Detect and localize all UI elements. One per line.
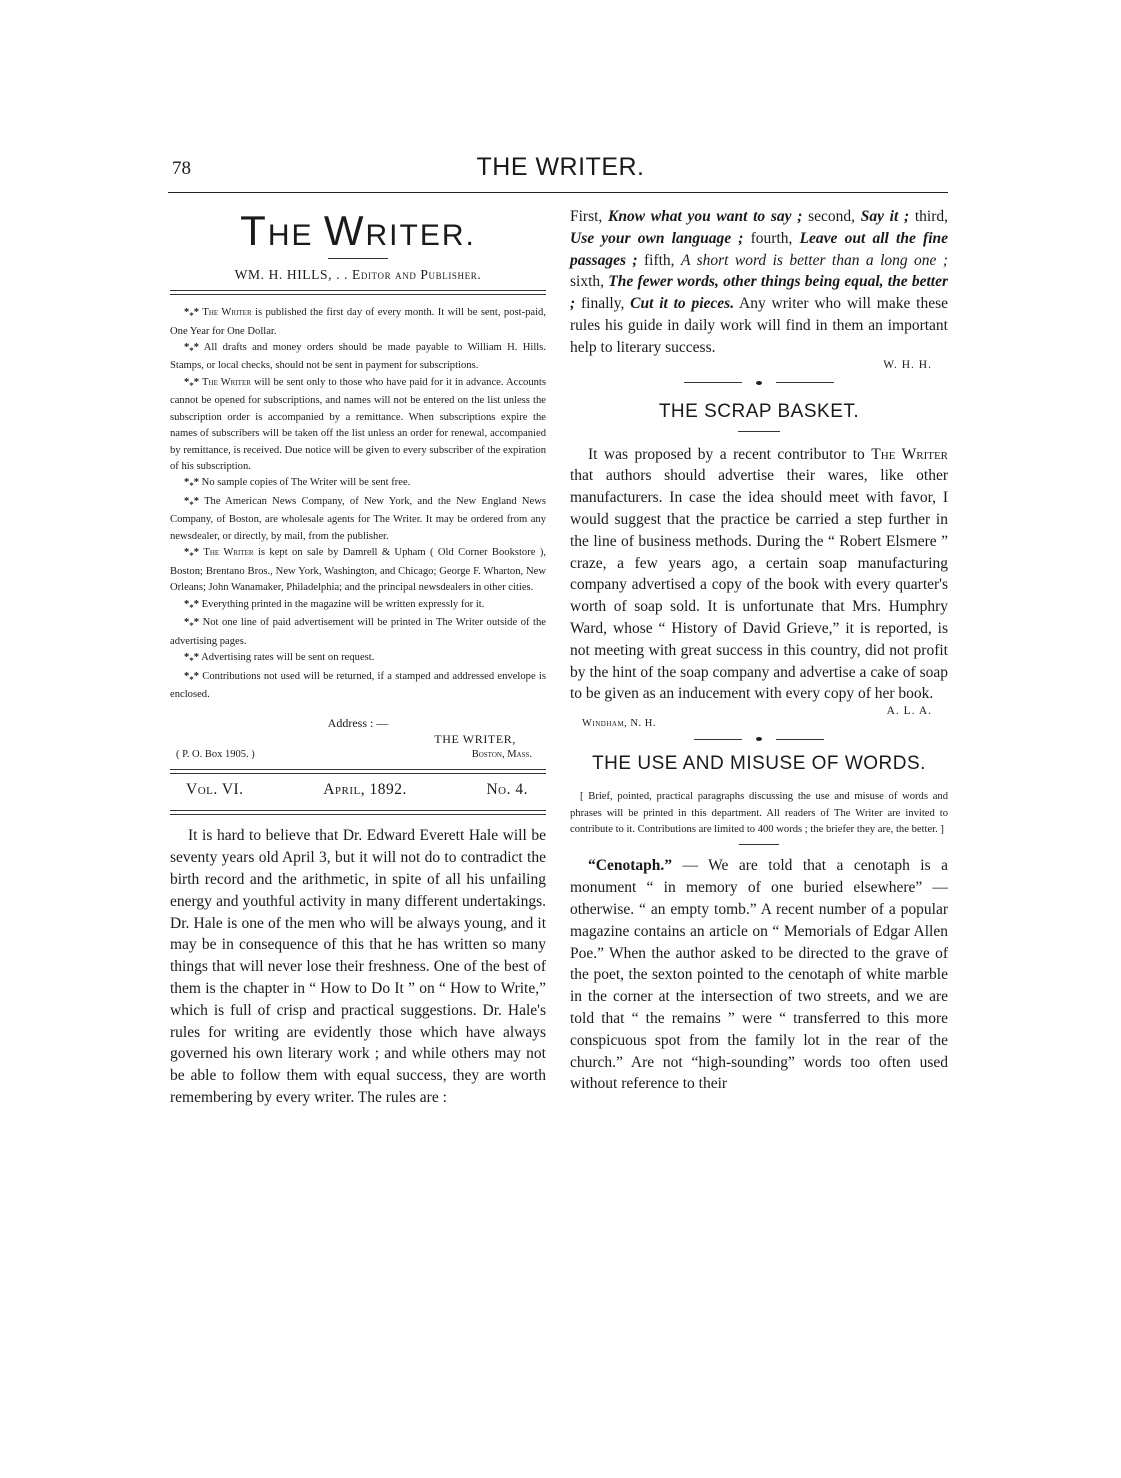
note-rule [739,844,779,845]
publication-notices [170,305,546,703]
issue-date: April, 1892. [323,781,407,799]
use-misuse-heading: THE USE AND MISUSE OF WORDS. [592,753,926,775]
masthead-title: THE WRITER. [240,207,476,254]
scrap-initials: A. L. A. [886,705,932,718]
masthead-rule [328,258,388,259]
left-column [170,196,546,1109]
separator-ornament-icon [756,381,762,385]
cenotaph-entry [570,855,948,1095]
notice: $*_**$ Advertising rates will be sent on request. [184,652,375,666]
issue-number: No. 4. [486,781,528,799]
notice: $*_**$ The American News Company, of New York, and the New England News Company, of Boston, are wholesale agents for The Writer. It may be ordered from any newsdealer, or directly, by mail, from the publisher. [170,495,546,542]
issue-rule-bottom [170,810,546,815]
essay-signature-row [570,359,948,371]
running-head: THE WRITER. [476,153,645,181]
address-box: ( P. O. Box 1905. ) [176,749,255,761]
scrap-basket-heading: THE SCRAP BASKET. [658,400,860,422]
address-name: THE WRITER, [434,732,516,747]
notice: $*_**$ The Writer is kept on sale by Damrell & Upham ( Old Corner Bookstore ), Boston; Brentano Bros., New York, Washington, and Chicago; George F. Wharton, New Orleans; John Wanamaker, Philadelphia; and the principal newsdealers in other cities. [170,547,546,594]
issue-volume: Vol. VI. [186,781,244,799]
masthead-double-rule [170,290,546,295]
right-column [570,206,948,1095]
section-separator [684,381,834,385]
rules-continuation [570,206,948,359]
issue-line [170,774,546,804]
address-label: Address : — [327,716,389,731]
note-paragraph: [ Brief, pointed, practical paragraphs discussing the use and misuse of words and phrases will be printed in this department. All readers of The Writer are invited to contribute to it. Contributions are limited to 400 words ; the briefer they are, the better. ] [570,791,948,835]
scrap-basket-text [570,444,948,706]
separator-ornament-icon [756,737,762,741]
section-separator [694,737,824,741]
scrap-signature-row [570,705,948,717]
notice: $*_**$ The Writer will be sent only to those who have paid for it in advance. Accounts cannot be opened for subscriptions, and names will not be entered on the list unless the subscription order is accompanied by a remittance. When subscriptions expire the names of subscribers will be taken off the list unless an order for renewal, accompanied by remittance, is received. Due notice will be given to every subscriber of the expiration of his subscription. [170,376,546,472]
scrap-paragraph: It was proposed by a recent contributor to The Writer that authors should advertise their wares, like other manufacturers. In case the idea should meet with favor, I would suggest that the practice be carried a step further in the line of business methods. During the “ Robert Elsmere ” craze, a few years ago, a certain soap manufacturing company advertised a copy of the book with every quarter's worth of soap sold. It is unfortunate that Mrs. Humphry Ward, whose “ History of David Grieve,” it is reported, is not meeting with great success in this country, did not profit by the hint of the soap company and advertise a cake of soap to be given as an inducement with every copy of her book. [570,445,949,703]
notice: $*_**$ Contributions not used will be returned, if a stamped and addressed envelope is enclosed. [170,670,546,701]
essay-paragraph: It is hard to believe that Dr. Edward Everett Hale will be seventy years old April 3, but it will not do to contradict the birth record and the arithmetic, in spite of all his unfailing energy and youthful activity in many different undertakings. Dr. Hale is one of the men who will be always young, and it may be in consequence of this that he has written so many things that will never lose their freshness. One of the best of them is the chapter in “ How to Do It ” on “ How to Write,” which is full of crisp and practical suggestions. Dr. Hale's rules for writing are evidently those which have always governed his own literary work ; and while others may not be able to follow them with equal success, they are worth remembering by every writer. The rules are : [170,827,546,1106]
heading-underline [738,431,780,432]
notice: $*_**$ The Writer is published the first day of every month. It will be sent, post-paid, One Year for One Dollar. [170,307,546,337]
department-note [570,789,948,838]
page-number: 78 [172,158,191,179]
address-block [170,715,546,763]
notice: $*_**$ Everything printed in the magazine will be written expressly for it. [184,598,485,612]
notice: $*_**$ All drafts and money orders should be made payable to William H. Hills. Stamps, or local checks, should not be sent in payment for subscriptions. [170,341,546,372]
hale-essay [170,825,546,1108]
notice: $*_**$ No sample copies of The Writer will be sent free. [184,477,411,491]
entry-paragraph: “Cenotaph.” — We are told that a cenotaph is a monument “ in memory of one buried elsewhere” — otherwise. “ an empty tomb.” A recent number of a popular magazine contains an article on “ Memorials of Edgar Allen Poe.” When the author asked to be directed to the grave of the poet, the sexton pointed to the cenotaph of white marble in the corner at the intersection of two streets, and we are told that “ the remains ” were “ transferred to this more conspicuous spot from the family lot in the rear of the church.” Are not “high-sounding” words too often used without reference to their [570,857,948,1093]
scrap-place: Windham, N. H. [582,718,656,730]
header-rule [168,192,948,193]
address-city: Boston, Mass. [471,749,532,761]
notice: $*_**$ Not one line of paid advertisement will be printed in The Writer outside of the advertising pages. [170,617,546,647]
editor-line: WM. H. HILLS, . . Editor and Publisher. [234,267,482,282]
entry-term: “Cenotaph.” [588,857,672,875]
essay-signature: W. H. H. [883,358,932,371]
rules-paragraph: First, Know what you want to say ; second, Say it ; third, Use your own language ; fourth, Leave out all the fine passages ; fifth, A short word is better than a long one ; sixth, The fewer words, other things being equal, the better ; finally, Cut it to pieces. Any writer who will make these rules his guide in daily work will find in them an important help to literary success. [570,208,949,356]
